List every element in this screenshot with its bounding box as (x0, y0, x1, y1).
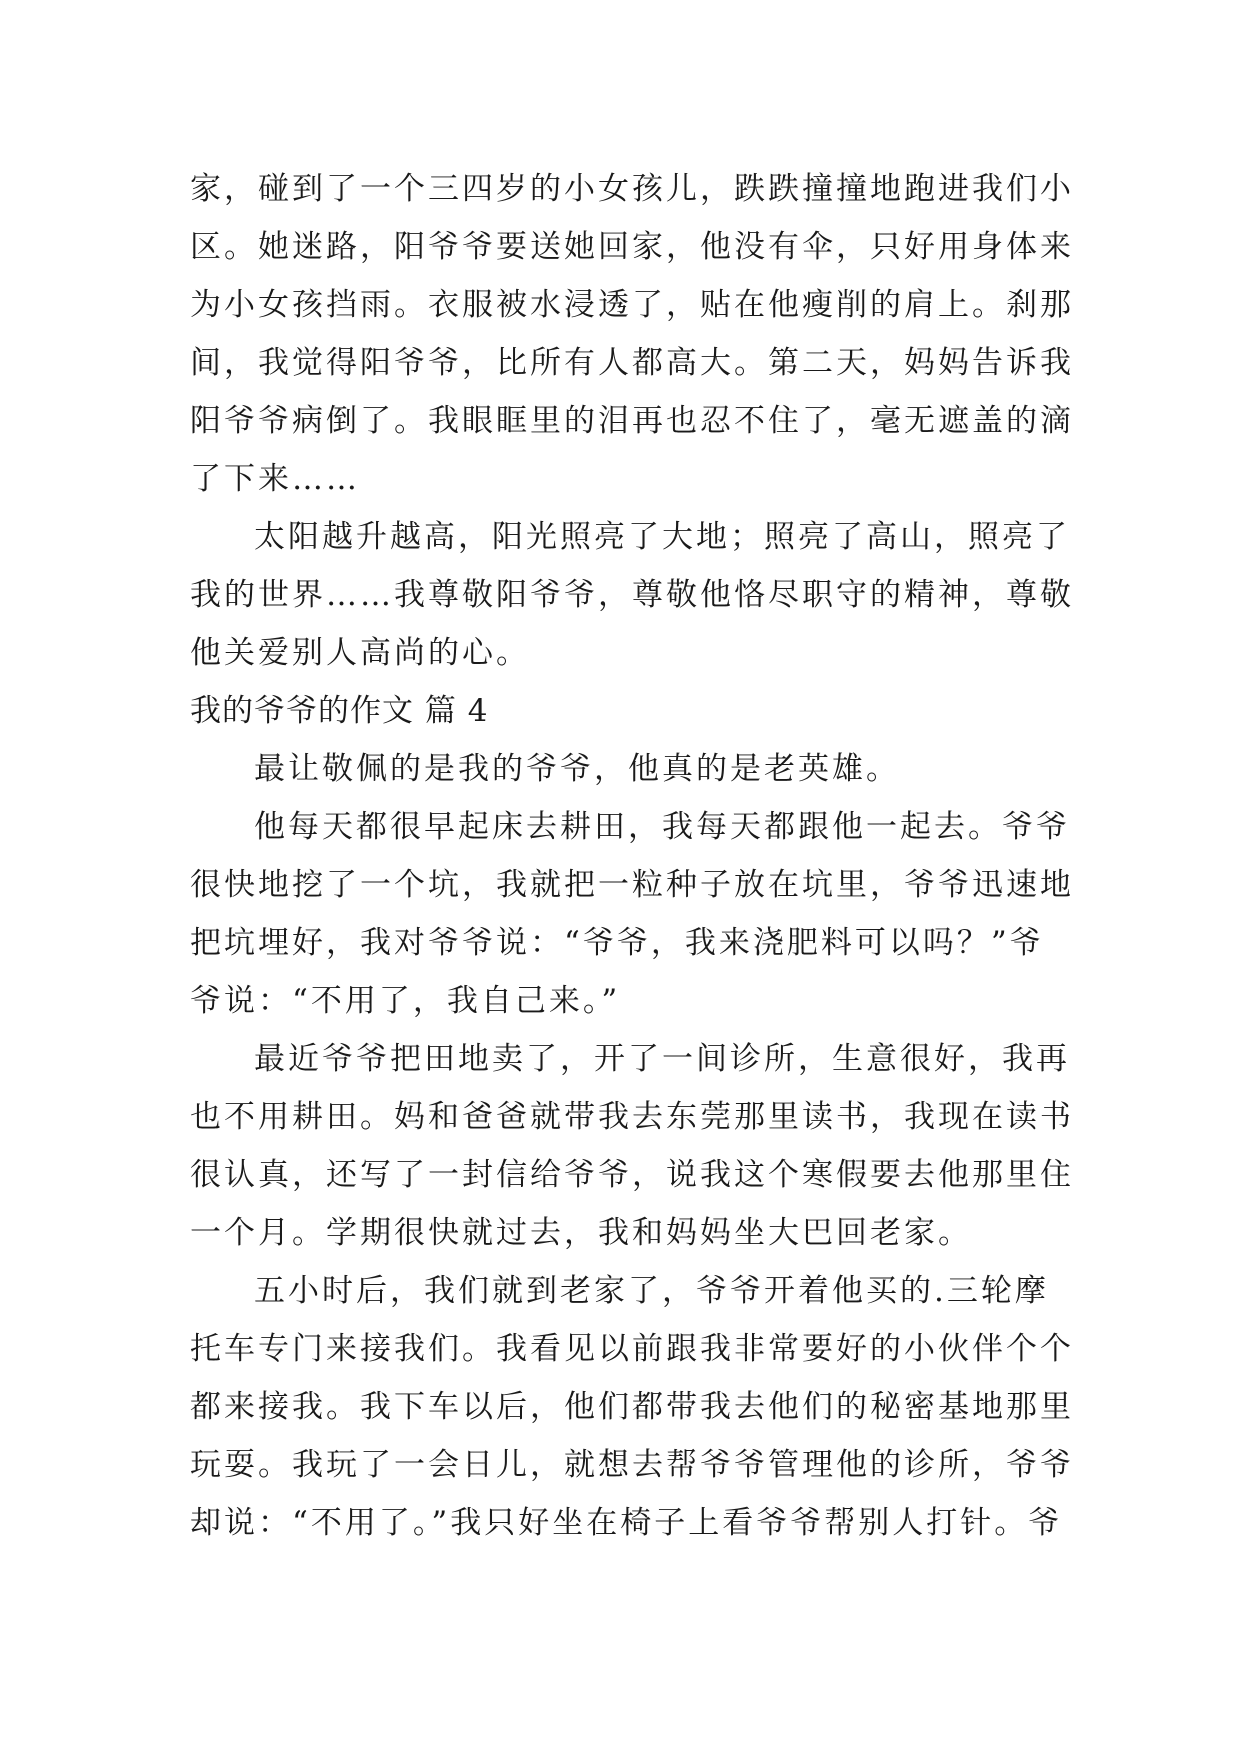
text-line: 一个月。学期很快就过去，我和妈妈坐大巴回老家。 (190, 1215, 972, 1251)
text-line: 把坑埋好，我对爷爷说：“爷爷，我来浇肥料可以吗？”爷 (190, 925, 1044, 961)
text-line: 很快地挖了一个坑，我就把一粒种子放在坑里，爷爷迅速地 (190, 867, 1074, 903)
text-line: 爷说：“不用了，我自己来。” (190, 983, 621, 1019)
text-line: 太阳越升越高，阳光照亮了大地；照亮了高山，照亮了 (254, 519, 1070, 555)
document-body (190, 160, 1074, 1552)
text-line: 最让敬佩的是我的爷爷，他真的是老英雄。 (254, 751, 900, 787)
text-line: 都来接我。我下车以后，他们都带我去他们的秘密基地那里 (190, 1389, 1074, 1425)
text-line: 为小女孩挡雨。衣服被水浸透了，贴在他瘦削的肩上。刹那 (190, 287, 1074, 323)
text-line: 家，碰到了一个三四岁的小女孩儿，跌跌撞撞地跑进我们小 (190, 171, 1074, 207)
text-line: 也不用耕田。妈和爸爸就带我去东莞那里读书，我现在读书 (190, 1099, 1074, 1135)
text-line: 间，我觉得阳爷爷，比所有人都高大。第二天，妈妈告诉我 (190, 345, 1074, 381)
text-line: 我的世界……我尊敬阳爷爷，尊敬他恪尽职守的精神，尊敬 (190, 577, 1074, 613)
text-line: 了下来…… (190, 461, 360, 497)
text-line: 托车专门来接我们。我看见以前跟我非常要好的小伙伴个个 (190, 1331, 1074, 1367)
text-line: 他关爱别人高尚的心。 (190, 635, 530, 671)
text-line: 他每天都很早起床去耕田，我每天都跟他一起去。爷爷 (254, 809, 1070, 845)
text-line: 最近爷爷把田地卖了，开了一间诊所，生意很好，我再 (254, 1041, 1070, 1077)
text-line: 很认真，还写了一封信给爷爷，说我这个寒假要去他那里住 (190, 1157, 1074, 1193)
text-line: 阳爷爷病倒了。我眼眶里的泪再也忍不住了，毫无遮盖的滴 (190, 403, 1074, 439)
text-line: 玩耍。我玩了一会日儿，就想去帮爷爷管理他的诊所，爷爷 (190, 1447, 1074, 1483)
text-line: 五小时后，我们就到老家了，爷爷开着他买的.三轮摩 (254, 1273, 1049, 1309)
section-heading: 我的爷爷的作文 篇 4 (190, 693, 489, 729)
text-line: 却说：“不用了。”我只好坐在椅子上看爷爷帮别人打针。爷 (190, 1505, 1063, 1541)
text-line: 区。她迷路，阳爷爷要送她回家，他没有伞，只好用身体来 (190, 229, 1074, 265)
